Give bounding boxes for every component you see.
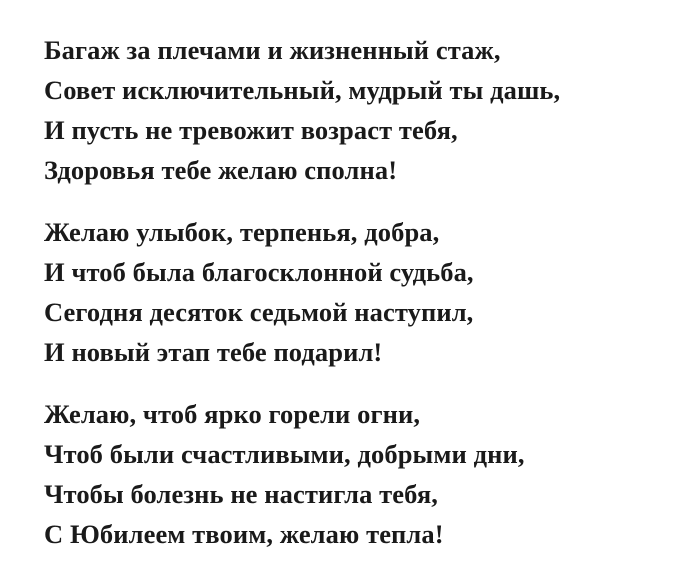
poem-line: Сегодня десяток седьмой наступил, (44, 297, 474, 327)
poem-line: Желаю, чтоб ярко горели огни, (44, 399, 421, 429)
poem-line: И новый этап тебе подарил! (44, 337, 383, 367)
poem-line: Желаю улыбок, терпенья, добра, (44, 217, 440, 247)
poem-stanza (44, 212, 700, 372)
poem-line: И чтоб была благосклонной судьба, (44, 257, 474, 287)
poem-line: Чтобы болезнь не настигла тебя, (44, 479, 439, 509)
poem-stanza (44, 30, 700, 190)
poem-stanza (44, 394, 700, 554)
poem-line: С Юбилеем твоим, желаю тепла! (44, 519, 444, 549)
poem-line: Чтоб были счастливыми, добрыми дни, (44, 439, 525, 469)
poem-line: Совет исключительный, мудрый ты дашь, (44, 75, 561, 105)
poem-line: Багаж за плечами и жизненный стаж, (44, 35, 501, 65)
poem-line: И пусть не тревожит возраст тебя, (44, 115, 458, 145)
poem-line: Здоровья тебе желаю сполна! (44, 155, 398, 185)
